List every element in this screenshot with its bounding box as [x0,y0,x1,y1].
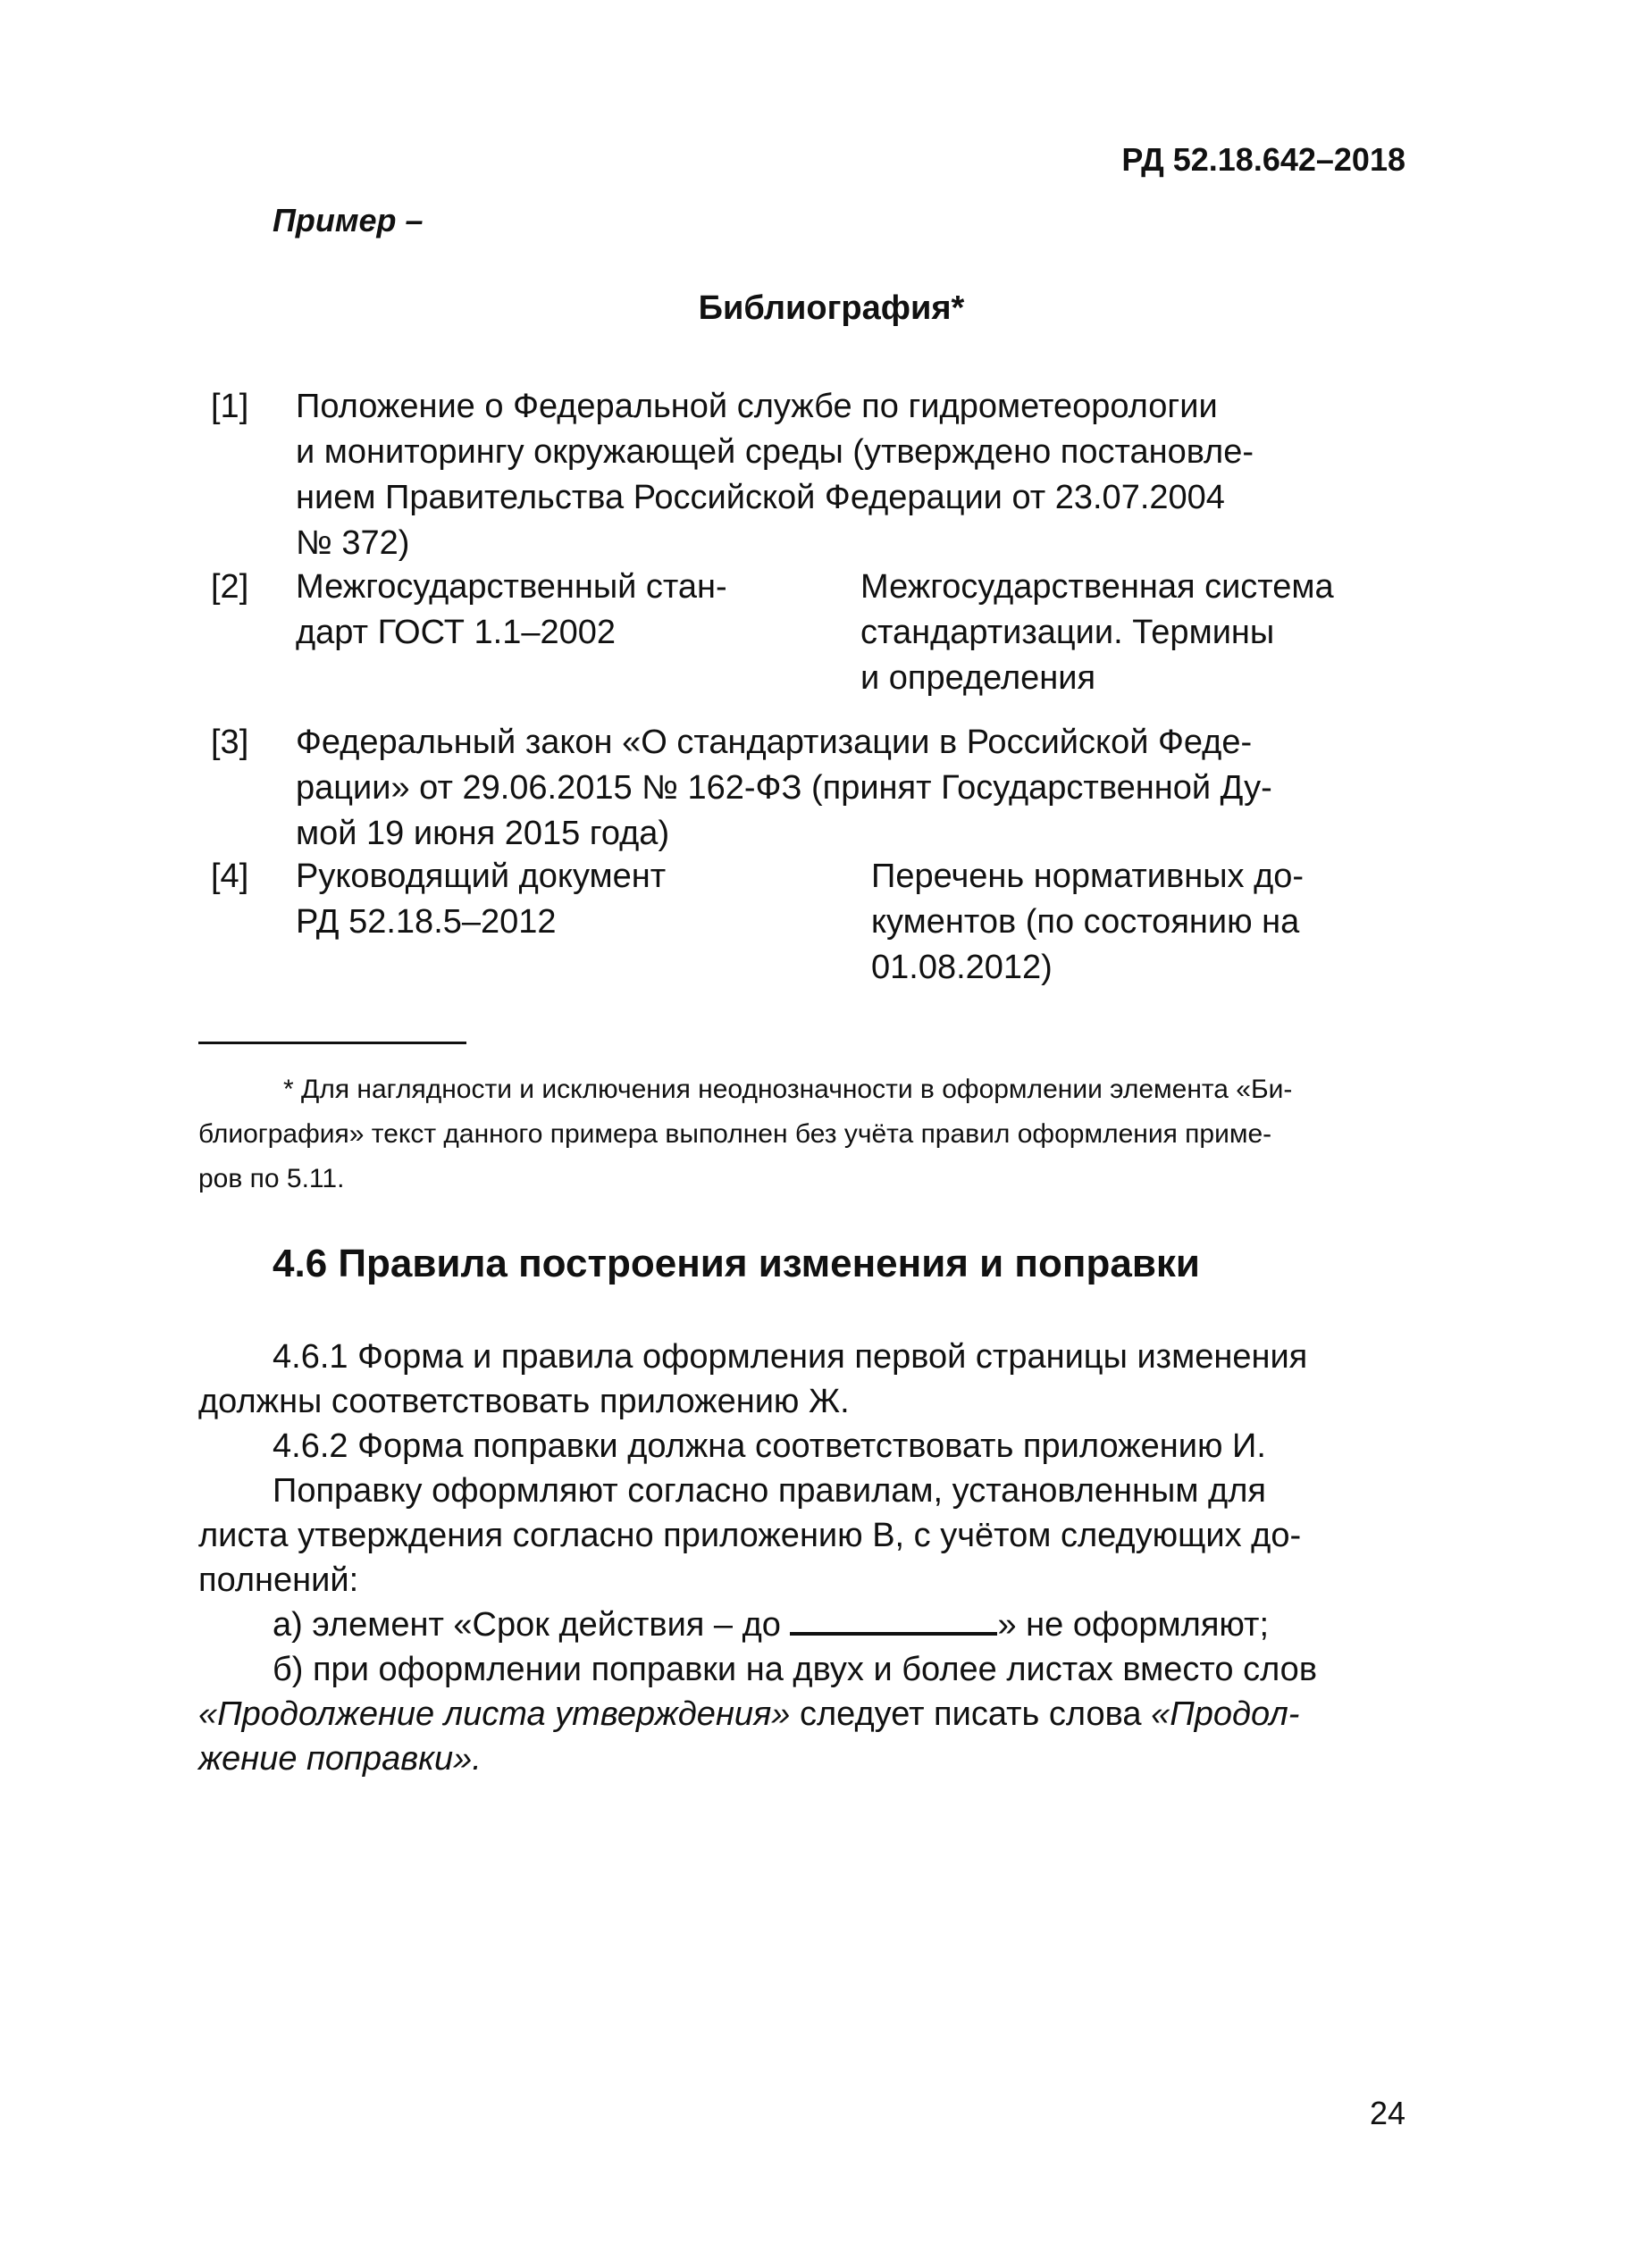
example-label: Пример – [273,202,424,239]
list-item-b-text: следует писать слова [790,1695,1152,1733]
entry-line: Перечень нормативных до- [871,858,1305,895]
entry-line: Межгосударственный стан- [296,568,727,606]
footnote [198,1067,1409,1201]
section-body [198,1335,1409,1781]
document-code: РД 52.18.642–2018 [1121,141,1405,178]
list-item-b-continuation [198,1692,1409,1737]
entry-line: мой 19 июня 2015 года) [296,815,670,852]
paragraph-line: полнений: [198,1561,359,1599]
entry-line: РД 52.18.5–2012 [296,903,557,941]
bibliography-entry-4-source [296,854,850,945]
bibliography-title: Библиография* [698,289,965,327]
section-heading: 4.6 Правила построения изменения и поправки [273,1242,1200,1285]
list-item-b: б) при оформлении поправки на двух и более листах вместо слов [273,1651,1318,1688]
blank-date-field [790,1605,997,1636]
paragraph-line: Поправку оформляют согласно правилам, установленным для [273,1472,1266,1510]
footnote-separator [198,1042,466,1044]
entry-line: дарт ГОСТ 1.1–2002 [296,614,617,651]
footnote-line: * Для наглядности и исключения неоднозначности в оформлении элемента «Би- [283,1075,1293,1104]
bibliography-entry-1-text [296,384,1413,566]
bibliography-entry-2-source [296,565,850,656]
entry-line: Руководящий документ [296,858,667,895]
bibliography-entry-4-number: [4] [211,858,249,895]
bibliography-entry-1-number: [1] [211,388,249,425]
bibliography-entry-2-title [860,565,1414,701]
italic-phrase: «Продол- [1151,1695,1300,1733]
paragraph-line: листа утверждения согласно приложению В, с учётом следующих до- [198,1517,1302,1554]
bibliography-entry-4-title [871,854,1407,991]
italic-phrase: «Продолжение листа утверждения» [198,1695,791,1733]
bibliography-entry-3-text [296,720,1413,857]
entry-line: 01.08.2012) [871,949,1053,986]
list-item-a [198,1603,1409,1647]
footnote-line: ров по 5.11. [198,1164,345,1193]
entry-line: Положение о Федеральной службе по гидрометеорологии [296,388,1218,425]
entry-line: Федеральный закон «О стандартизации в Российской Феде- [296,724,1253,761]
entry-line: стандартизации. Термины [860,614,1275,651]
list-item-b-continuation [198,1737,1409,1781]
bibliography-entry-2-number: [2] [211,568,249,606]
paragraph-line: должны соответствовать приложению Ж. [198,1383,850,1420]
entry-line: рации» от 29.06.2015 № 162-ФЗ (принят Государственной Ду- [296,769,1272,807]
entry-line: и мониторингу окружающей среды (утверждено постановле- [296,433,1254,471]
entry-line: Межгосударственная система [860,568,1334,606]
bibliography-entry-3-number: [3] [211,724,249,761]
italic-phrase: жение поправки». [198,1740,482,1778]
page-number: 24 [1369,2095,1405,2131]
footnote-line: блиография» текст данного примера выполнен без учёта правил оформления приме- [198,1119,1272,1149]
entry-line: и определения [860,659,1096,697]
entry-line: кументов (по состоянию на [871,903,1300,941]
paragraph-line: 4.6.1 Форма и правила оформления первой страницы изменения [273,1338,1308,1376]
paragraph-line: 4.6.2 Форма поправки должна соответствовать приложению И. [273,1427,1266,1465]
entry-line: № 372) [296,524,410,562]
list-item-a-text: а) элемент «Срок действия – до [273,1606,791,1644]
entry-line: нием Правительства Российской Федерации от 23.07.2004 [296,479,1225,516]
list-item-a-text-end: » не оформляют; [997,1606,1270,1644]
